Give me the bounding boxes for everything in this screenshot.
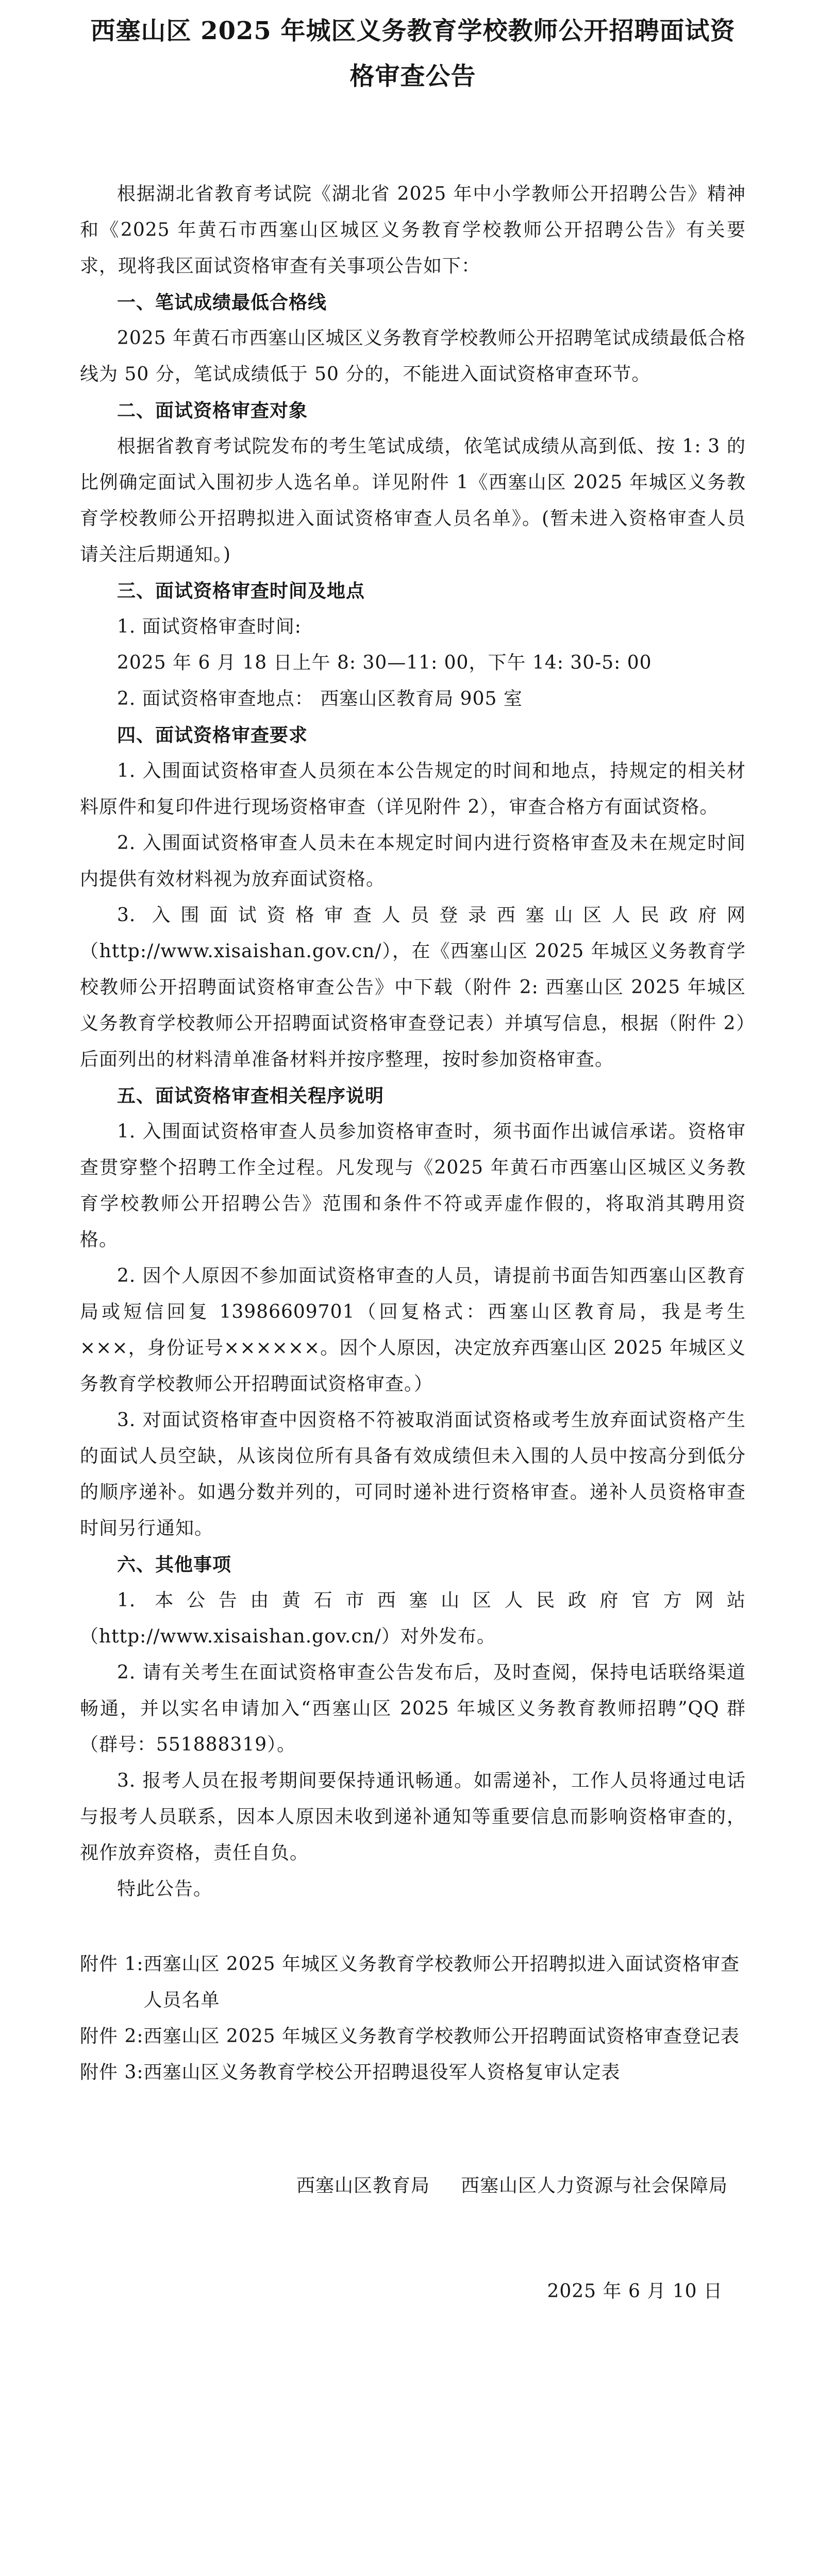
- publish-date: 2025 年 6 月 10 日: [547, 2281, 723, 2302]
- section-paragraph: 3. 入围面试资格审查人员登录西塞山区人民政府网（http://www.xisaishan.gov.cn/），在《西塞山区 2025 年城区义务教育学校教师公开招聘面试资格审查公告》中下载（附件 2: 西塞山区 2025 年城区义务教育学校教师公开招聘面试资格审查登记表）并填写信息，根据（附件 2）后面列出的材料清单准备材料并按序整理，按时参加资格审查。: [80, 905, 746, 1070]
- section-heading: 二、面试资格审查对象: [117, 400, 308, 421]
- attachment-item: [80, 1946, 746, 2019]
- page-title: 西塞山区 2025 年城区义务教育学校教师公开招聘面试资格审查公告: [90, 16, 736, 91]
- attachment-title: 西塞山区 2025 年城区义务教育学校教师公开招聘面试资格审查登记表: [143, 2026, 740, 2047]
- section-heading: 一、笔试成绩最低合格线: [117, 292, 327, 313]
- section-paragraph: 根据省教育考试院发布的考生笔试成绩，依笔试成绩从高到低、按 1: 3 的比例确定面试入围初步人选名单。详见附件 1《西塞山区 2025 年城区义务教育学校教师公开招聘拟进入面试资格审查人员名单》。(暂未进入资格审查人员请关注后期通知。): [80, 436, 746, 565]
- announcement-body: [80, 176, 746, 1907]
- issuer-hr-bureau: 西塞山区人力资源与社会保障局: [460, 2175, 728, 2196]
- section-paragraph: 2025 年 6 月 18 日上午 8: 30—11: 00，下午 14: 30-5: 00: [117, 652, 652, 673]
- attachment-label: 附件 2:: [80, 2026, 144, 2047]
- issuer-education-bureau: 西塞山区教育局: [296, 2175, 430, 2196]
- section-paragraph: 2. 请有关考生在面试资格审查公告发布后，及时查阅，保持电话联络渠道畅通，并以实名申请加入“西塞山区 2025 年城区义务教育教师招聘”QQ 群（群号：551888319）。: [80, 1662, 746, 1755]
- section-paragraph: 1. 入围面试资格审查人员须在本公告规定的时间和地点，持规定的相关材料原件和复印件进行现场资格审查（详见附件 2），审查合格方有面试资格。: [80, 760, 746, 818]
- section-heading: 五、面试资格审查相关程序说明: [117, 1085, 385, 1107]
- attachment-title: 西塞山区义务教育学校公开招聘退役军人资格复审认定表: [143, 2062, 621, 2083]
- section-paragraph: 2. 因个人原因不参加面试资格审查的人员，请提前书面告知西塞山区教育局或短信回复 13986609701（回复格式：西塞山区教育局，我是考生×××，身份证号××××××。因个人原因，决定放弃西塞山区 2025 年城区义务教育学校教师公开招聘面试资格审查。）: [80, 1265, 746, 1395]
- section-paragraph: 2. 面试资格审查地点： 西塞山区教育局 905 室: [117, 688, 523, 709]
- attachment-list: [80, 1946, 746, 2091]
- section-paragraph: 1. 入围面试资格审查人员参加资格审查时，须书面作出诚信承诺。资格审查贯穿整个招聘工作全过程。凡发现与《2025 年黄石市西塞山区城区义务教育学校教师公开招聘公告》范围和条件不符或弄虚作假的，将取消其聘用资格。: [80, 1121, 746, 1250]
- issuing-authorities: [80, 2168, 746, 2204]
- section-heading: 三、面试资格审查时间及地点: [117, 580, 365, 602]
- attachment-item: [80, 2019, 746, 2055]
- closing-statement: 特此公告。: [117, 1878, 213, 1900]
- section-paragraph: 1. 本公告由黄石市西塞山区人民政府官方网站（http://www.xisaishan.gov.cn/）对外发布。: [80, 1590, 746, 1647]
- section-heading: 四、面试资格审查要求: [117, 724, 308, 746]
- section-paragraph: 3. 报考人员在报考期间要保持通讯畅通。如需递补，工作人员将通过电话与报考人员联系，因本人原因未收到递补通知等重要信息而影响资格审查的，视作放弃资格，责任自负。: [80, 1770, 746, 1863]
- attachment-item: [80, 2055, 746, 2091]
- section-paragraph: 1. 面试资格审查时间:: [117, 616, 302, 637]
- intro-paragraph: 根据湖北省教育考试院《湖北省 2025 年中小学教师公开招聘公告》精神和《2025 年黄石市西塞山区城区义务教育学校教师公开招聘公告》有关要求，现将我区面试资格审查有关事项公告如下：: [80, 183, 746, 277]
- section-paragraph: 2. 入围面试资格审查人员未在本规定时间内进行资格审查及未在规定时间内提供有效材料视为放弃面试资格。: [80, 833, 746, 890]
- attachment-label: 附件 1:: [80, 1954, 144, 1975]
- section-paragraph: 2025 年黄石市西塞山区城区义务教育学校教师公开招聘笔试成绩最低合格线为 50 分，笔试成绩低于 50 分的，不能进入面试资格审查环节。: [80, 328, 746, 385]
- section-paragraph: 3. 对面试资格审查中因资格不符被取消面试资格或考生放弃面试资格产生的面试人员空缺，从该岗位所有具备有效成绩但未入围的人员中按高分到低分的顺序递补。如遇分数并列的，可同时递补进行资格审查。递补人员资格审查时间另行通知。: [80, 1410, 746, 1539]
- attachment-title: 西塞山区 2025 年城区义务教育学校教师公开招聘拟进入面试资格审查人员名单: [143, 1954, 740, 2011]
- attachment-label: 附件 3:: [80, 2062, 144, 2083]
- section-heading: 六、其他事项: [117, 1554, 232, 1575]
